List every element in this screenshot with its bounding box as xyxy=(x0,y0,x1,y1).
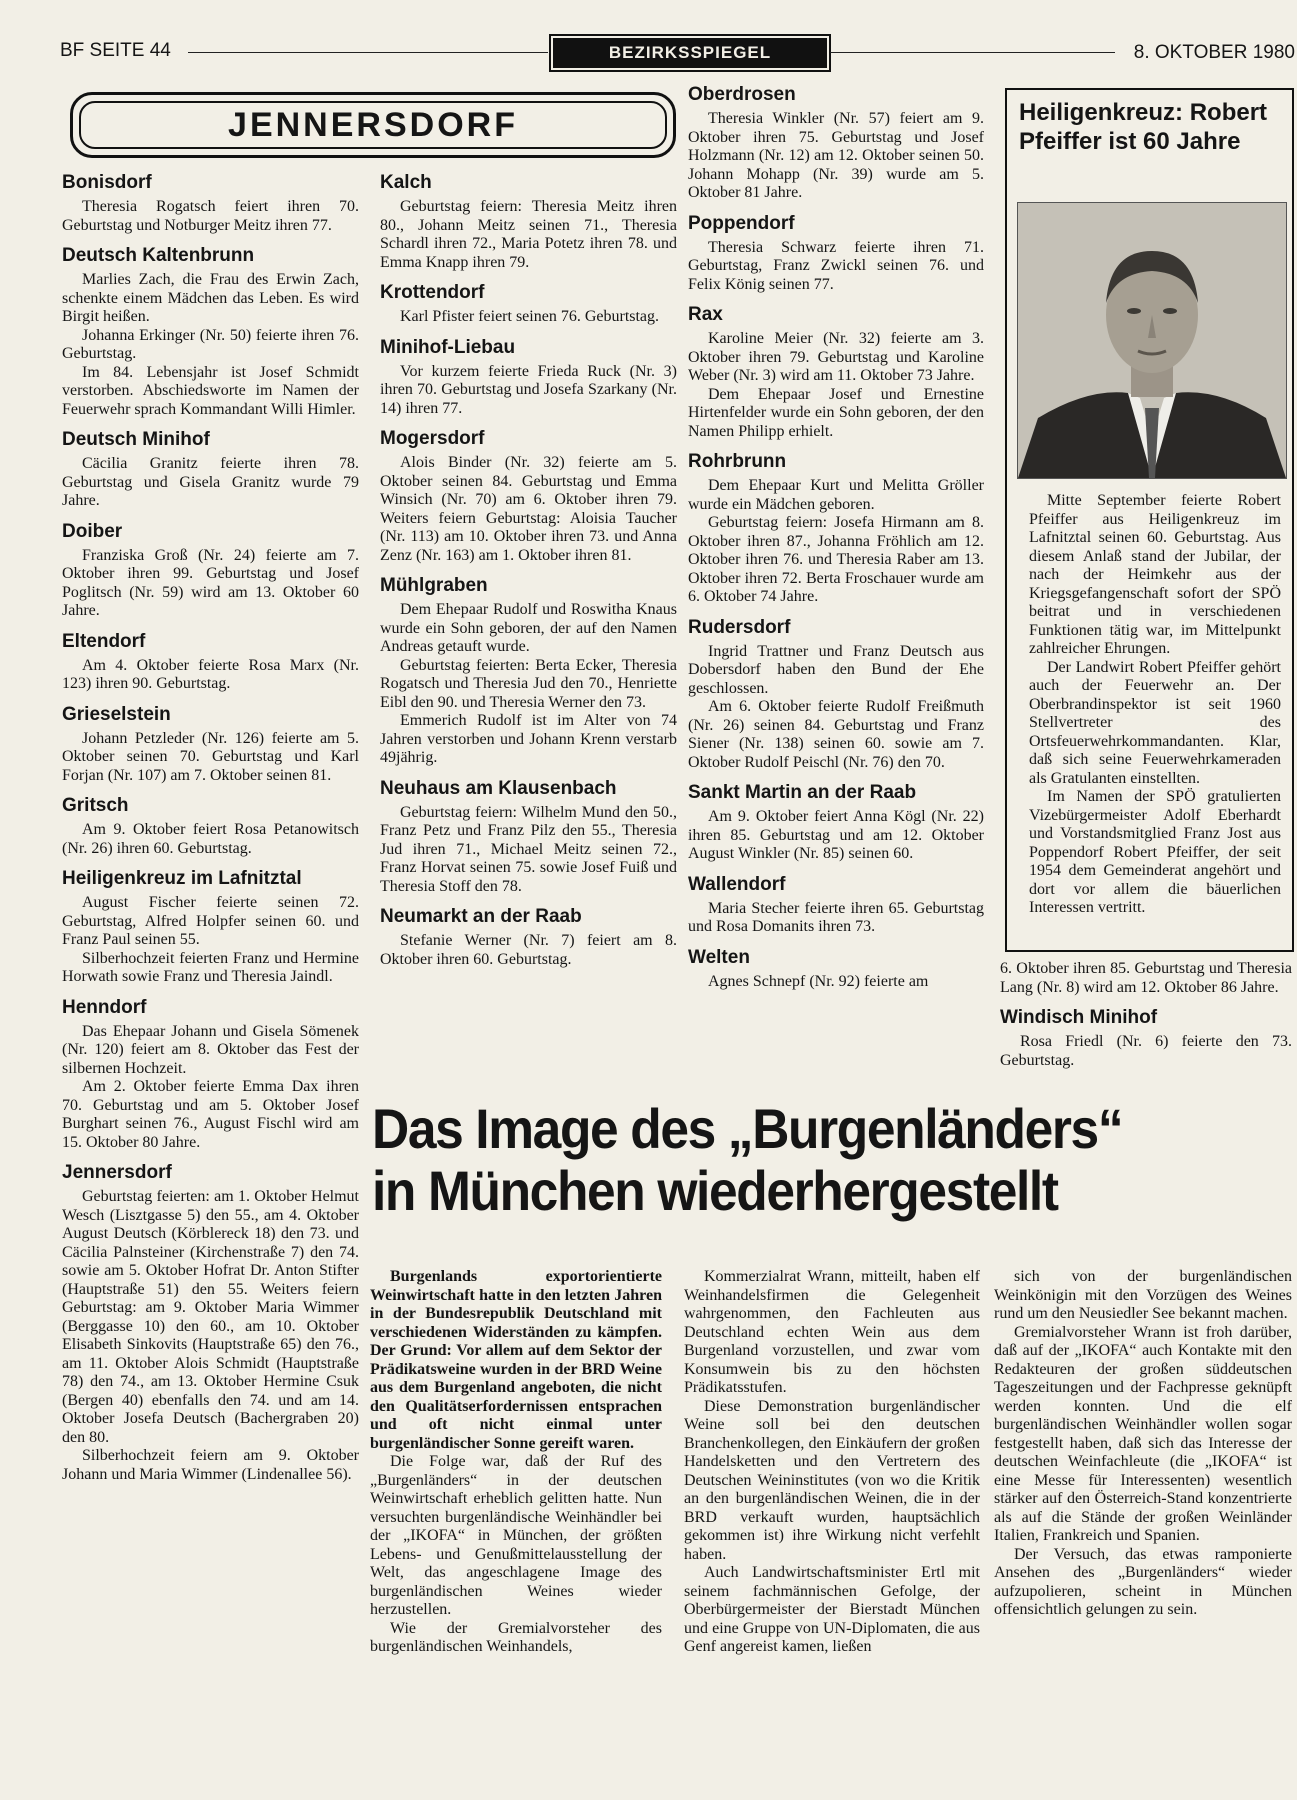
village-heading: Windisch Minihof xyxy=(1000,1007,1158,1028)
header-rule-right xyxy=(830,52,1115,53)
article-paragraph: Diese Demonstration burgenländischer Weine soll bei den deutschen Branchenkollegen, den Einkäufern der großen Handelsketten und den Vertretern des Deutschen Weininstitutes (von wo die Kritik an den burgenländischen Weinen, die in der BRD verkauft wurden, hauptsächlich gekommen ist) ihre Wirkung nicht verfehlt haben. xyxy=(684,1397,980,1563)
headline-line-2: in München wiederhergestellt xyxy=(372,1159,1058,1222)
news-paragraph: Geburtstag feiern: Wilhelm Mund den 50., Franz Petz und Franz Pilz den 55., Theresia Jud ihren 71., Michael Meitz seinen 72., Franz Horvat seinen 75. sowie Josef Fuiß und Theresia Stoff den 78. xyxy=(380,803,677,895)
news-paragraph: Geburtstag feiern: Theresia Meitz ihren 80., Johann Meitz seinen 71., Theresia Schardl ihren 72., Maria Potetz ihren 78. und Emma Knapp ihren 79. xyxy=(380,198,677,271)
article-lead-column xyxy=(370,1268,662,1657)
news-paragraph: Franziska Groß (Nr. 24) feierte am 7. Oktober ihren 99. Geburtstag und Josef Poglitsch (Nr. 59) wird am 13. Oktober 60 Jahre. xyxy=(62,546,359,619)
news-paragraph: Karl Pfister feiert seinen 76. Geburtstag. xyxy=(400,308,660,325)
headline-line-1: Das Image des „Burgenländers“ xyxy=(372,1097,1123,1160)
news-paragraph: Karoline Meier (Nr. 32) feierte am 3. Oktober ihren 79. Geburtstag und Karoline Weber (Nr. 3) wird am 11. Oktober 73 Jahre. xyxy=(688,330,984,384)
portrait-photo xyxy=(1017,202,1287,479)
article-paragraph: Wie der Gremialvorsteher des burgenländischen Weinhandels, xyxy=(370,1619,662,1655)
village-heading: Krottendorf xyxy=(380,282,485,303)
village-heading: Welten xyxy=(688,946,750,968)
news-paragraph: Marlies Zach, die Frau des Erwin Zach, schenkte einem Mädchen das Leben. Es wird Birgit heißen. xyxy=(62,271,359,325)
article-column-c xyxy=(994,1268,1292,1620)
portrait-figure-icon xyxy=(1018,203,1286,478)
news-paragraph: Das Ehepaar Johann und Gisela Sömenek (Nr. 120) feiert am 8. Oktober das Fest der silbernen Hochzeit. xyxy=(62,1022,359,1077)
village-heading: Oberdrosen xyxy=(688,84,796,105)
news-paragraph: Theresia Schwarz feierte ihren 71. Geburtstag, Franz Zwickl seinen 76. und Felix König seinen 77. xyxy=(688,238,984,293)
news-paragraph: August Fischer feierte seinen 72. Geburtstag, Alfred Holpfer seinen 60. und Franz Paul seinen 55. xyxy=(62,894,359,948)
district-banner xyxy=(70,92,676,158)
news-paragraph: Geburtstag feierten: am 1. Oktober Helmut Wesch (Lisztgasse 5) den 55., am 4. Oktober August Deutsch (Körblereck 18) den 73. und Cäcilia Palnsteiner (Kirchenstraße 7) den 74. sowie am 5. Oktober Hofrat Dr. Anton Stifter (Hauptstraße 51) den 55. Weiters feiern Geburtstag: am 9. Oktober Maria Wimmer (Berggasse 10) den 60., am 10. Oktober Elisabeth Sinkovits (Hauptstraße 65) den 76., am 11. Oktober Alois Schmidt (Hauptstraße 78) den 74., am 13. Oktober Hermine Csuk (Bergen 40) ebenfalls den 74. und am 14. Oktober Josefa Deutsch (Bachergraben 20) den 80. xyxy=(62,1188,359,1446)
article-paragraph: Gremialvorsteher Wrann ist froh darüber, daß auf der „IKOFA“ auch Kontakte mit den Redakteuren der großen süddeutschen Tageszeitungen und der Fachpresse geknüpft werden konnten. Und die elf burgenländischen Weinhändler wollen sogar festgestellt haben, daß sich das Interesse der deutschen Weinfachleute (die „IKOFA“ ist eine Messe für Interessenten) wesentlich stärker auf den Österreich-Stand konzentrierte als auf die Stände der großen Weinländer Italien, Frankreich und Spanien. xyxy=(994,1323,1292,1544)
article-paragraph: Mitte September feierte Robert Pfeiffer aus Heiligenkreuz im Lafnitztal seinen 60. Geburtstag. Aus diesem Anlaß stand der Jubilar, der nach der Heimkehr aus der Kriegsgefangenschaft sofort der SPÖ beitrat und in verschiedenen Funktionen tätig war, im Mittelpunkt zahlreicher Ehrungen. xyxy=(1029,492,1281,657)
news-paragraph: Dem Ehepaar Kurt und Melitta Gröller wurde ein Mädchen geboren. xyxy=(688,477,984,513)
village-heading: Neumarkt an der Raab xyxy=(380,906,582,927)
article-paragraph: Im Namen der SPÖ gratulierten Vizebürgermeister Adolf Eberhardt und Vorstandsmitglied Franz Jost aus Poppendorf Robert Pfeiffer, der seit 1954 dem Gemeinderat angehört und dort vor allem die bäuerlichen Interessen vertritt. xyxy=(1029,788,1281,916)
village-heading: Jennersdorf xyxy=(62,1162,172,1183)
news-paragraph: Vor kurzem feierte Frieda Ruck (Nr. 3) ihren 70. Geburtstag und Josefa Szarkany (Nr. 14) ihren 77. xyxy=(380,362,677,417)
column-4 xyxy=(1000,960,1292,1070)
village-heading: Grieselstein xyxy=(62,703,171,725)
header-rule-left xyxy=(188,52,548,53)
news-paragraph: Ingrid Trattner und Franz Deutsch aus Dobersdorf haben den Bund der Ehe geschlossen. xyxy=(688,642,984,697)
village-heading: Mogersdorf xyxy=(380,428,485,449)
column-2 xyxy=(380,172,677,969)
page-label: BF SEITE 44 xyxy=(60,40,171,61)
article-headline xyxy=(372,1098,1200,1222)
news-paragraph: Maria Stecher feierte ihren 65. Geburtstag und Rosa Domanits ihren 73. xyxy=(688,899,984,935)
news-paragraph: Geburtstag feiern: Josefa Hirmann am 8. Oktober ihren 87., Johanna Fröhlich am 12. Oktober ihren 76. und Theresia Raber am 13. Oktober ihren 72. Berta Froschauer wurde am 6. Oktober 74 Jahre. xyxy=(688,514,984,605)
feature-box xyxy=(1005,88,1294,952)
section-badge: BEZIRKSSPIEGEL xyxy=(553,38,827,68)
news-paragraph: Geburtstag feierten: Berta Ecker, Theresia Rogatsch und Theresia Jud den 70., Henriette Eibl den 90. und Theresia Werner den 73. xyxy=(380,656,677,711)
news-paragraph: Am 6. Oktober feierte Rudolf Freißmuth (Nr. 26) seinen 84. Geburtstag und Franz Siener (Nr. 138) seinen 60. sowie am 7. Oktober Rudolf Peischl (Nr. 76) den 70. xyxy=(688,698,984,771)
village-heading: Deutsch Minihof xyxy=(62,429,210,450)
news-paragraph: Emmerich Rudolf ist im Alter von 74 Jahren verstorben und Johann Krenn verstarb 49jährig. xyxy=(380,712,677,766)
news-paragraph: Silberhochzeit feiern am 9. Oktober Johann und Maria Wimmer (Lindenallee 56). xyxy=(62,1447,359,1483)
article-paragraph: Auch Landwirtschaftsminister Ertl mit seinem fachmännischen Gefolge, der Oberbürgermeister der Bierstadt München und eine Gruppe von UN-Diplomaten, die aus Genf angereist kamen, ließen xyxy=(684,1564,980,1655)
news-paragraph: Dem Ehepaar Josef und Ernestine Hirtenfelder wurde ein Sohn geboren, der den Namen Philipp erhielt. xyxy=(688,385,984,440)
village-heading: Henndorf xyxy=(62,996,147,1018)
article-column-a xyxy=(370,1453,662,1657)
village-heading: Neuhaus am Klausenbach xyxy=(380,777,617,799)
news-paragraph: Am 2. Oktober feierte Emma Dax ihren 70. Geburtstag und am 5. Oktober Josef Burghart seinen 76., August Fischl wird am 15. Oktober 80 Jahre. xyxy=(62,1078,359,1151)
news-paragraph: 6. Oktober ihren 85. Geburtstag und Theresia Lang (Nr. 8) wird am 12. Oktober 86 Jahre. xyxy=(1000,960,1292,996)
article-column-b xyxy=(684,1268,980,1657)
news-paragraph: Stefanie Werner (Nr. 7) feiert am 8. Oktober ihren 60. Geburtstag. xyxy=(380,932,677,968)
district-title: JENNERSDORF xyxy=(79,101,667,149)
village-heading: Rohrbrunn xyxy=(688,451,787,472)
news-paragraph: Agnes Schnepf (Nr. 92) feierte am xyxy=(708,972,929,990)
village-heading: Doiber xyxy=(62,520,123,542)
news-paragraph: Alois Binder (Nr. 32) feierte am 5. Oktober seinen 84. Geburtstag und Emma Winsich (Nr. 70) am 6. Oktober ihren 79. Weiters feiern Geburtstag: Aloisia Taucher (Nr. 113) am 10. Oktober ihren 73. und Anna Zenz (Nr. 163) am 1. Oktober ihren 81. xyxy=(380,454,677,564)
column-1 xyxy=(62,172,359,1484)
news-paragraph: Theresia Winkler (Nr. 57) feiert am 9. Oktober ihren 75. Geburtstag und Josef Holzmann (Nr. 12) am 12. Oktober seinen 50. Johann Mohapp (Nr. 39) wurde am 5. Oktober 81 Jahre. xyxy=(688,110,984,201)
news-paragraph: Am 9. Oktober feiert Rosa Petanowitsch (Nr. 26) ihren 60. Geburtstag. xyxy=(62,821,359,857)
village-heading: Kalch xyxy=(380,172,432,193)
village-heading: Rudersdorf xyxy=(688,616,791,638)
news-paragraph: Johann Petzleder (Nr. 126) feierte am 5. Oktober seinen 70. Geburtstag und Karl Forjan (Nr. 107) am 7. Oktober seinen 81. xyxy=(62,729,359,784)
issue-date: 8. OKTOBER 1980 xyxy=(1133,42,1295,63)
news-paragraph: Rosa Friedl (Nr. 6) feierte den 73. Geburtstag. xyxy=(1000,1033,1292,1069)
village-heading: Sankt Martin an der Raab xyxy=(688,782,917,803)
village-heading: Deutsch Kaltenbrunn xyxy=(62,245,255,266)
news-paragraph: Silberhochzeit feierten Franz und Hermine Horwath sowie Franz und Theresia Jaindl. xyxy=(62,949,359,985)
article-paragraph: sich von der burgenländischen Weinkönigin mit den Vorzügen des Weines rund um den Neusiedler See bekannt machen. xyxy=(994,1268,1292,1322)
news-paragraph: Im 84. Lebensjahr ist Josef Schmidt verstorben. Abschiedsworte im Namen der Feuerwehr sprach Kommandant Willi Himler. xyxy=(62,363,359,418)
article-paragraph: Der Versuch, das etwas ramponierte Ansehen des „Burgenländers“ wieder aufzupolieren, scheint in München offensichtlich gelungen zu sein. xyxy=(994,1545,1292,1618)
village-heading: Wallendorf xyxy=(688,873,786,895)
news-paragraph: Johanna Erkinger (Nr. 50) feierte ihren 76. Geburtstag. xyxy=(62,326,359,362)
village-heading: Poppendorf xyxy=(688,212,795,234)
village-heading: Rax xyxy=(688,304,723,325)
feature-title: Heiligenkreuz: Robert Pfeiffer ist 60 Jahre xyxy=(1019,99,1268,155)
news-paragraph: Cäcilia Granitz feierte ihren 78. Geburtstag und Gisela Granitz wurde 79 Jahre. xyxy=(62,455,359,509)
feature-text xyxy=(1029,492,1281,918)
column-3 xyxy=(688,84,984,991)
article-paragraph: Die Folge war, daß der Ruf des „Burgenländers“ in der deutschen Weinwirtschaft erheblich gelitten hatte. Nun versuchten burgenländische Weinhändler bei der „IKOFA“ in München, der größten Lebens- und Genußmittelausstellung der Welt, das angeschlagene Image des burgenländischen Weines wieder herzustellen. xyxy=(370,1453,662,1618)
news-paragraph: Dem Ehepaar Rudolf und Roswitha Knaus wurde ein Sohn geboren, der auf den Namen Andreas getauft wurde. xyxy=(380,601,677,655)
article-paragraph: Kommerzialrat Wrann, mitteilt, haben elf Weinhandelsfirmen die Gelegenheit wahrgenommen, den Fachleuten aus Deutschland echten Wein aus dem Burgenland vorzustellen, und zwar vom Konsumwein bis zu den höchsten Prädikatsstufen. xyxy=(684,1268,980,1396)
news-paragraph: Am 9. Oktober feiert Anna Kögl (Nr. 22) ihren 85. Geburtstag und am 12. Oktober August Winkler (Nr. 85) seinen 60. xyxy=(688,808,984,862)
news-paragraph: Theresia Rogatsch feiert ihren 70. Geburtstag und Notburger Meitz ihren 77. xyxy=(62,198,359,234)
village-heading: Heiligenkreuz im Lafnitztal xyxy=(62,868,302,889)
village-heading: Minihof-Liebau xyxy=(380,336,516,358)
village-heading: Eltendorf xyxy=(62,630,146,652)
article-lead: Burgenlands exportorientierte Weinwirtschaft hatte in den letzten Jahren in der Bundesrepublik Deutschland mit verschiedenen Widerständen zu kämpfen. Der Grund: Vor allem auf dem Sektor der Prädikatsweine wurden in der BRD Weine aus dem Burgenland angeboten, die nicht den Qualitätserfordernissen entsprachen und oft nicht einmal unter burgenländischer Sonne gereift waren. xyxy=(370,1268,662,1452)
village-heading: Mühlgraben xyxy=(380,575,488,596)
news-paragraph: Am 4. Oktober feierte Rosa Marx (Nr. 123) ihren 90. Geburtstag. xyxy=(62,656,359,692)
article-paragraph: Der Landwirt Robert Pfeiffer gehört auch der Feuerwehr an. Der Oberbrandinspektor ist seit 1960 Stellvertreter des Ortsfeuerwehrkommandanten. Klar, daß sich seine Feuerwehrkameraden als Gratulanten einstellten. xyxy=(1029,658,1281,787)
village-heading: Bonisdorf xyxy=(62,172,152,193)
village-heading: Gritsch xyxy=(62,795,129,816)
